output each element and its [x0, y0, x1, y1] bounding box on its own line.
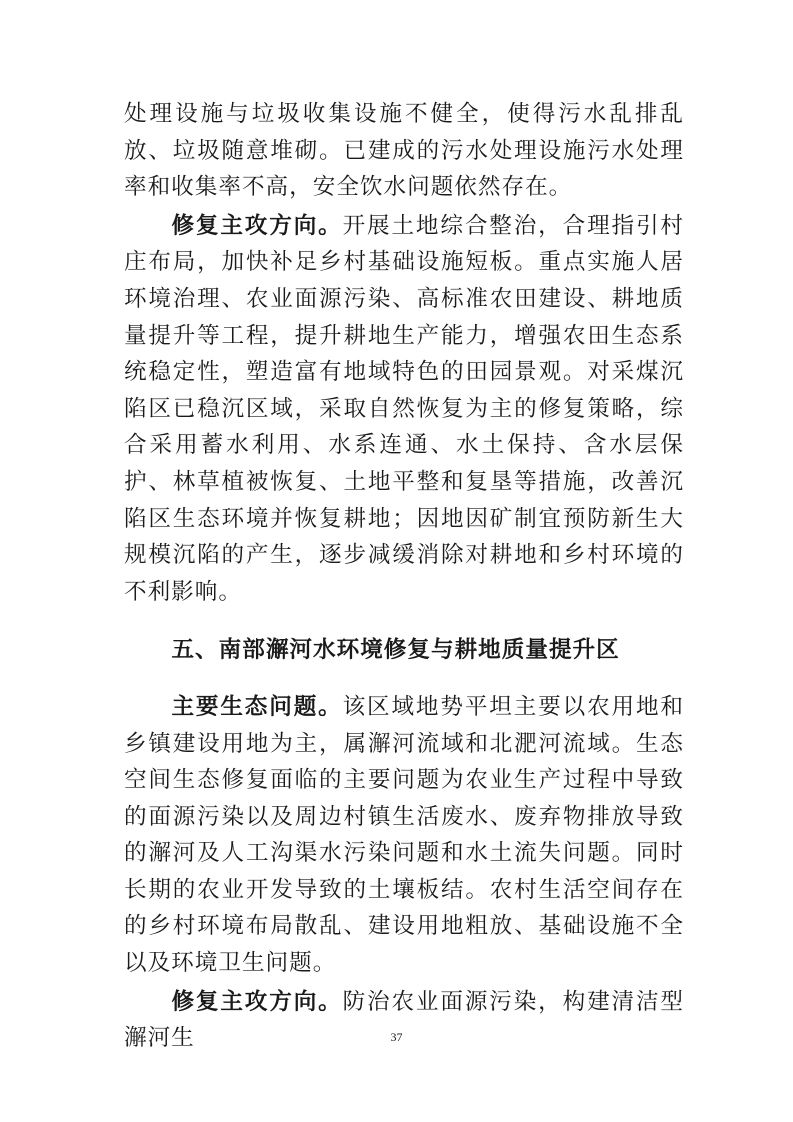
paragraph-repair-direction-1 [124, 208, 684, 611]
section-heading: 五、南部澥河水环境修复与耕地质量提升区 [171, 637, 620, 664]
paragraph-text: 防治农业面源污染，构建清洁型澥河生 [124, 988, 685, 1052]
paragraph-lead: 修复主攻方向。 [171, 212, 343, 239]
paragraph-text: 开展土地综合整治，合理指引村庄布局，加快补足乡村基础设施短板。重点实施人居环境治理、农业面源污染、高标准农田建设、耕地质量提升等工程，提升耕地生产能力，增强农田生态系统稳定性，塑造富有地域特色的田园景观。对采煤沉陷区已稳沉区域，采取自然恢复为主的修复策略，综合采用蓄水利用、水系连通、水土保持、含水层保护、林草植被恢复、土地平整和复垦等措施，改善沉陷区生态环境并恢复耕地；因地因矿制宜预防新生大规模沉陷的产生，逐步减缓消除对耕地和乡村环境的不利影响。 [124, 212, 685, 605]
page-number: 37 [390, 1030, 403, 1044]
paragraph-continued [124, 96, 684, 206]
paragraph-lead: 主要生态问题。 [171, 693, 343, 720]
page-body [124, 96, 684, 1057]
paragraph-lead: 修复主攻方向。 [171, 988, 343, 1015]
paragraph-text: 该区域地势平坦主要以农用地和乡镇建设用地为主，属澥河流域和北淝河流域。生态空间生态修复面临的主要问题为农业生产过程中导致的面源污染以及周边村镇生活废水、废弃物排放导致的澥河及人工沟渠水污染问题和水土流失问题。同时长期的农业开发导致的土壤板结。农村生活空间存在的乡村环境布局散乱、建设用地粗放、基础设施不全以及环境卫生问题。 [124, 693, 685, 977]
paragraph-main-ecological-issues [124, 689, 684, 982]
paragraph-repair-direction-2 [124, 984, 684, 1057]
paragraph-text: 处理设施与垃圾收集设施不健全，使得污水乱排乱放、垃圾随意堆砌。已建成的污水处理设施污水处理率和收集率不高，安全饮水问题依然存在。 [124, 101, 684, 201]
